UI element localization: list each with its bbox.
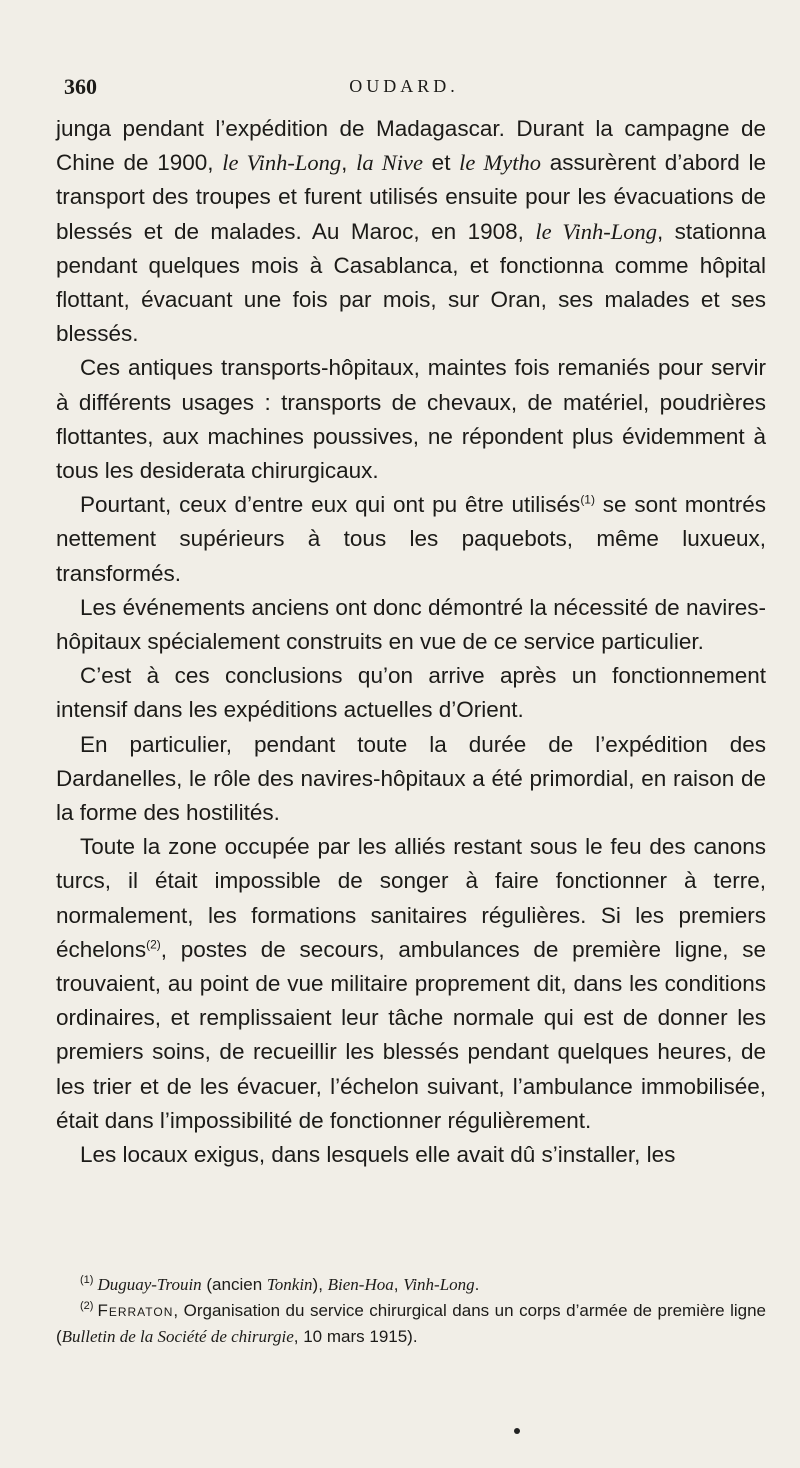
paragraph-5: C’est à ces conclusions qu’on arrive après un fonctionnement intensif dans les expéditions actuelles d’Orient.: [56, 663, 766, 723]
body-text: [56, 112, 766, 1172]
paragraph-6: En particulier, pendant toute la durée de l’expédition des Dardanelles, le rôle des navires-hôpitaux a été primordial, en raison de la forme des hostilités.: [56, 731, 766, 826]
footnote-author: Ferraton: [97, 1301, 174, 1320]
footnote-2: $^{(2)}$ Ferraton, Organisation du service chirurgical dans un corps d’armée de première ligne (Bulletin de la Société de chirurgie, 10 mars 1915).: [56, 1300, 766, 1346]
ship-name: le Vinh-Long: [222, 150, 342, 176]
page-header: [64, 74, 744, 104]
footnote-mark-1: (1): [80, 1274, 94, 1287]
paragraph-7: Toute la zone occupée par les alliés restant sous le feu des canons turcs, il était impossible de songer à faire fonctionner à terre, normalement, les formations sanitaires régulières. Si les premiers échelons$^{(2)}$, postes de secours, ambulances de première ligne, se trouvaient, au point de vue militaire proprement dit, dans les conditions ordinaires, et remplissaient leur tâche normale qui est de donner les premiers soins, de recueillir les blessés pendant quelques heures, de les trier et de les évacuer, l’échelon suivant, l’ambulance immobilisée, était dans l’impossibilité de fonctionner régulièrement.: [56, 834, 766, 1133]
ship-name: le Vinh-Long: [535, 218, 657, 244]
footnote-mark-2: (2): [80, 1300, 94, 1313]
running-head: OUDARD.: [349, 76, 459, 96]
ship-name: le Mytho: [459, 150, 541, 176]
ship-name: la Nive: [356, 150, 423, 176]
footnotes: [56, 1272, 766, 1350]
paragraph-1: junga pendant l’expédition de Madagascar. Durant la campagne de Chine de 1900, le Vinh-Long, la Nive et le Mytho assurèrent d’abord le transport des troupes et furent utilisés ensuite pour les évacuations de blessés et de malades. Au Maroc, en 1908, le Vinh-Long, stationna pendant quelques mois à Casablanca, et fonctionna comme hôpital flottant, évacuant une fois par mois, sur Oran, ses malades et ses blessés.: [56, 116, 766, 347]
paragraph-3: Pourtant, ceux d’entre eux qui ont pu être utilisés$^{(1)}$ se sont montrés nettement supérieurs à tous les paquebots, même luxueux, transformés.: [56, 492, 766, 586]
footnote-ref-2[interactable]: (2): [146, 937, 161, 952]
ink-speck: [514, 1428, 520, 1434]
journal-title: Bulletin de la Société de chirurgie: [61, 1327, 294, 1346]
page-number: 360: [64, 74, 97, 99]
footnote-1: $^{(1)}$ Duguay-Trouin (ancien Tonkin), Bien-Hoa, Vinh-Long.: [80, 1274, 480, 1294]
paragraph-4: Les événements anciens ont donc démontré la nécessité de navires-hôpitaux spécialement construits en vue de ce service particulier.: [56, 594, 766, 655]
footnote-ref-1[interactable]: (1): [580, 492, 595, 507]
paragraph-2: Ces antiques transports-hôpitaux, maintes fois remaniés pour servir à différents usages : transports de chevaux, de matériel, poudrières flottantes, aux machines poussives, ne répondent plus évidemment à tous les desiderata chirurgicaux.: [56, 355, 766, 484]
paragraph-8: Les locaux exigus, dans lesquels elle avait dû s’installer, les: [80, 1142, 676, 1168]
